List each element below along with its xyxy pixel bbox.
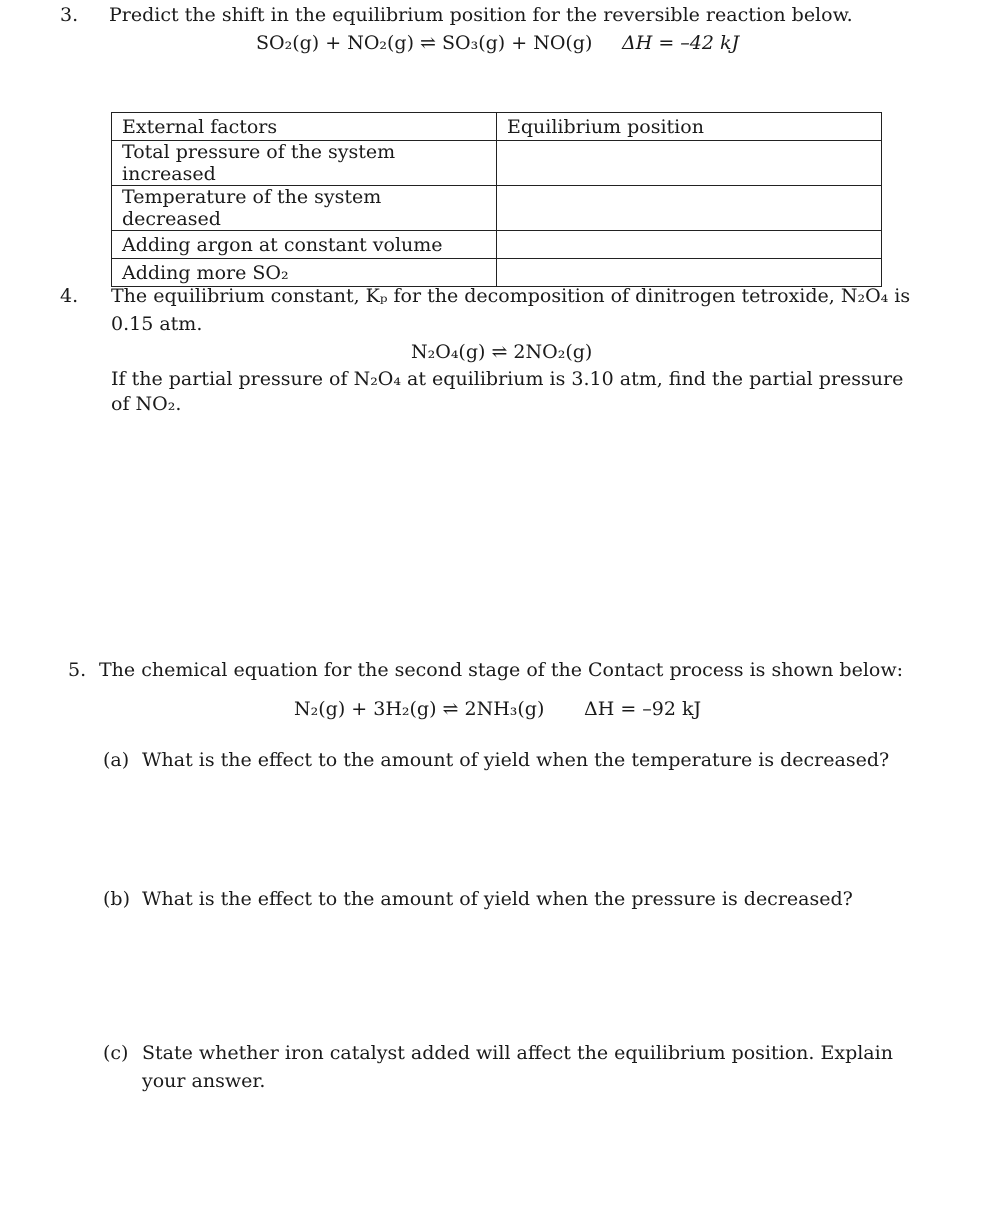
table-header-cell: Equilibrium position	[497, 113, 882, 141]
question-4-line-2: 0.15 atm.	[111, 313, 203, 335]
question-5c-text: State whether iron catalyst added will affect the equilibrium position. Explain	[142, 1042, 893, 1064]
table-row	[112, 231, 882, 259]
table-cell-answer[interactable]	[497, 141, 882, 186]
question-5-number: 5.	[68, 659, 87, 681]
table-cell-factor: Temperature of the system decreased	[112, 186, 497, 231]
question-5-prompt: The chemical equation for the second stage of the Contact process is shown below:	[99, 659, 904, 681]
table-row	[112, 259, 882, 287]
question-5a-text: What is the effect to the amount of yield when the temperature is decreased?	[142, 749, 890, 771]
table-row	[112, 186, 882, 231]
table-header-cell: External factors	[112, 113, 497, 141]
question-3-enthalpy: ΔH = –42 kJ	[622, 32, 740, 54]
question-3-equation: SO₂(g) + NO₂(g) ⇌ SO₃(g) + NO(g)	[256, 32, 593, 54]
question-3-number: 3.	[60, 4, 79, 26]
question-5-enthalpy: ΔH = –92 kJ	[584, 698, 702, 720]
question-4-equation: N₂O₄(g) ⇌ 2NO₂(g)	[411, 341, 593, 363]
table-cell-factor: Adding argon at constant volume	[112, 231, 497, 259]
question-5-equation: N₂(g) + 3H₂(g) ⇌ 2NH₃(g)	[294, 698, 545, 720]
question-5a-label: (a)	[103, 749, 130, 771]
question-4-line-1: The equilibrium constant, Kₚ for the decomposition of dinitrogen tetroxide, N₂O₄ is	[111, 285, 911, 307]
table-cell-answer[interactable]	[497, 259, 882, 287]
table-cell-factor: Total pressure of the system increased	[112, 141, 497, 186]
table-cell-answer[interactable]	[497, 231, 882, 259]
question-5c-text-continued: your answer.	[142, 1070, 266, 1092]
table-cell-factor: Adding more SO₂	[112, 259, 497, 287]
table-cell-answer[interactable]	[497, 186, 882, 231]
question-4-number: 4.	[60, 285, 79, 307]
question-3-prompt: Predict the shift in the equilibrium position for the reversible reaction below.	[109, 4, 853, 26]
question-5b-text: What is the effect to the amount of yield when the pressure is decreased?	[142, 888, 853, 910]
table-header-row	[112, 113, 882, 141]
question-4-line-3: If the partial pressure of N₂O₄ at equilibrium is 3.10 atm, find the partial pressure	[111, 368, 904, 390]
table-row	[112, 141, 882, 186]
question-5c-label: (c)	[103, 1042, 129, 1064]
question-4-line-4: of NO₂.	[111, 393, 182, 415]
question-5b-label: (b)	[103, 888, 130, 910]
equilibrium-factors-table	[111, 112, 882, 287]
